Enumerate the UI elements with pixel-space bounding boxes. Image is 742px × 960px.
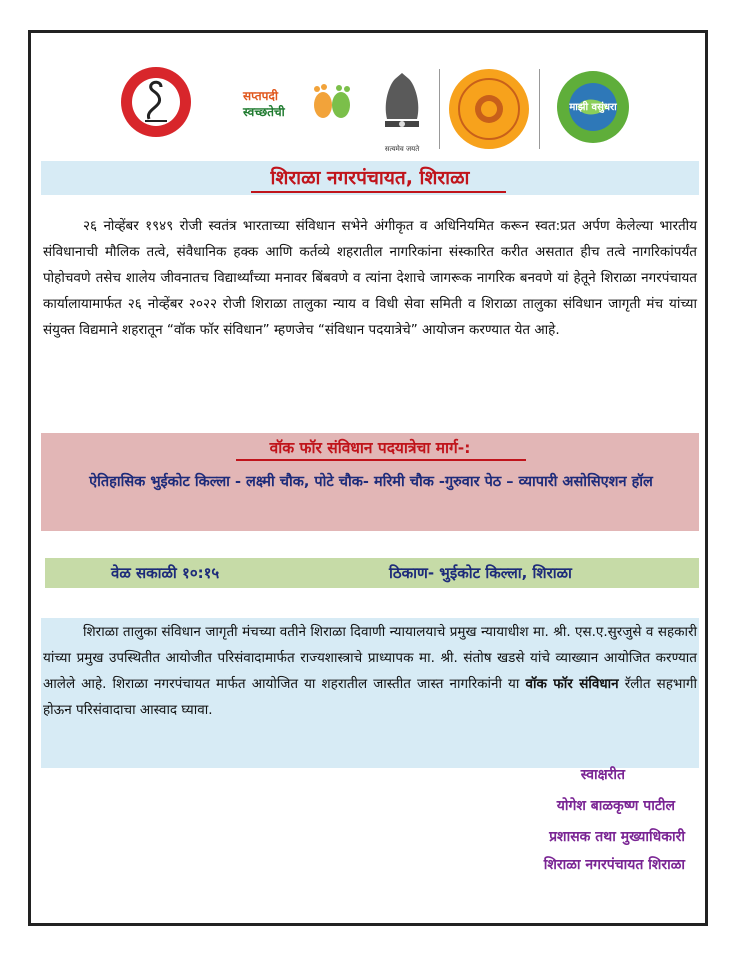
route-title-underline — [236, 459, 526, 461]
route-title: वॉक फॉर संविधान पदयात्रेचा मार्ग-: — [269, 439, 471, 457]
route-box — [41, 433, 699, 531]
title-band — [41, 161, 699, 195]
logo2-bottom-text: स्वच्छतेची — [243, 105, 285, 119]
logo-divider — [439, 69, 440, 149]
title-underline — [251, 191, 506, 193]
maharashtra-seal-icon — [447, 67, 531, 151]
intro-paragraph: २६ नोव्हेंबर १९४९ रोजी स्वतंत्र भारताच्या संविधान सभेने अंगीकृत व अधिनियमित करून स्वत:प्रत अर्पण केलेल्या भारतीय संविधानाची मौलिक तत्वे, संवैधानिक हक्क आणि कर्तव्ये शहरातील नागरिकांना संस्कारित करीत असतात हीच तत्वे नागरिकांपर्यंत पोहोचवणे तसेच शालेय जीवनातच विद्यार्थ्यांच्या मनावर बिंबवणे व त्यांना देशाचे जागरूक नागरिक बनवणे यां हेतूने शिराळा नगरपंचायत कार्यालायामार्फत २६ नोव्हेंबर २०२२ रोजी शिराळा तालुका न्याय व विधी सेवा समिती व शिराळा तालुका संविधान जागृती मंच यांच्या संयुक्त विद्यमाने शहरातून “वॉक फॉर संविधान” म्हणजेच “संविधान पदयात्रेचे” आयोजन करण्यात येत आहे. — [43, 218, 697, 338]
signatory-name: योगेश बाळकृष्ण पाटील — [556, 798, 675, 814]
lecture-text-part1: शिराळा तालुका संविधान जागृती मंचच्या वतीने शिराळा दिवाणी न्यायालयाचे प्रमुख न्यायाधीश मा. श्री. एस.ए.सुरजुसे व सहकारी यांच्या प्रमुख उपस्थितीत आयोजीत परिसंवादामार्फत राज्यशास्त्राचे प्राध्यापक मा. श्री. संतोष खडसे यांचे व्याख्यान आयोजित करण्यात आलेले आहे. शिराळा नगरपंचायत मार्फत आयोजित या शहरातील जास्तीत जास्त नागरिकांनी या — [43, 624, 697, 692]
logo-divider-2 — [539, 69, 540, 149]
route-text: ऐतिहासिक भुईकोट किल्ला - लक्ष्मी चौक, पोटे चौक- मरिमी चौक -गुरुवार पेठ – व्यापारी असोसिएशन हॉल — [89, 474, 653, 490]
logo2-top-text: सप्तपदी — [243, 89, 278, 103]
nagarpanchayat-seal-logo — [119, 65, 193, 139]
lecture-paragraph — [43, 619, 697, 723]
footprints-icon — [309, 83, 357, 121]
vasundhara-text: माझी वसुंधरा — [569, 102, 617, 113]
time-text: वेळ सकाळी १०:१५ — [111, 564, 220, 582]
lecture-text-bold: वॉक फॉर संविधान — [525, 676, 619, 692]
lecture-text-part2: रॅलीत सहभागी होऊन परिसंवादाचा आस्वाद घ्यावा. — [43, 676, 698, 718]
saptapadi-swachhata-logo — [243, 81, 363, 131]
signatory-office: शिराळा नगरपंचायत शिराळा — [543, 857, 685, 873]
notice-frame — [28, 30, 708, 926]
signatory-designation: प्रशासक तथा मुख्याधिकारी — [549, 829, 685, 845]
signature-label: स्वाक्षरीत — [580, 767, 625, 783]
place-text: ठिकाण- भुईकोट किल्ला, शिराळा — [389, 564, 572, 582]
ashoka-emblem-icon — [373, 67, 431, 145]
satyamev-jayate-text: सत्यमेव जयते — [384, 145, 420, 153]
page-title: शिराळा नगरपंचायत, शिराळा — [270, 167, 470, 189]
time-place-band — [45, 558, 699, 588]
